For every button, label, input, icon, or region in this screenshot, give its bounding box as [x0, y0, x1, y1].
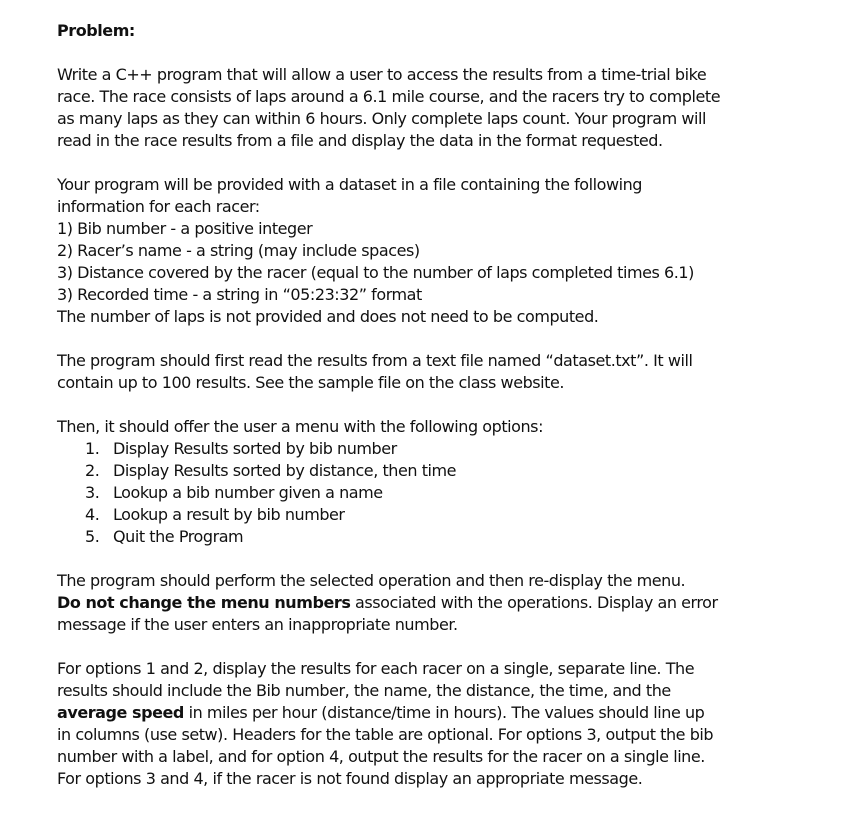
menu-item-number: 3.: [85, 483, 100, 502]
perform-line: message if the user enters an inappropriate number.: [57, 615, 458, 634]
menu-intro: Then, it should offer the user a menu with the following options:: [57, 417, 544, 436]
dataset-line: 3) Distance covered by the racer (equal to the number of laps completed times 6.1): [57, 263, 694, 282]
dataset-line: 1) Bib number - a positive integer: [57, 219, 313, 238]
menu-item-number: 1.: [85, 439, 100, 458]
intro-line: Write a C++ program that will allow a user to access the results from a time-trial bike: [57, 65, 707, 84]
menu-item-text: Lookup a result by bib number: [113, 505, 345, 524]
intro-paragraph: [57, 64, 824, 152]
options-line: For options 1 and 2, display the results for each racer on a single, separate line. The: [57, 659, 695, 678]
options-line: For options 3 and 4, if the racer is not found display an appropriate message.: [57, 769, 643, 788]
dataset-paragraph: [57, 174, 824, 328]
menu-item-text: Display Results sorted by bib number: [113, 439, 397, 458]
perform-line: [57, 592, 824, 614]
intro-line: race. The race consists of laps around a 6.1 mile course, and the racers try to complete: [57, 87, 721, 106]
perform-paragraph: [57, 570, 824, 636]
dataset-line: The number of laps is not provided and does not need to be computed.: [57, 307, 599, 326]
perform-line-rest: associated with the operations. Display an error: [350, 593, 718, 612]
menu-item: [57, 438, 824, 460]
dataset-line: Your program will be provided with a dataset in a file containing the following: [57, 175, 643, 194]
options-line-rest: in miles per hour (distance/time in hours). The values should line up: [183, 703, 705, 722]
dataset-line: information for each racer:: [57, 197, 260, 216]
options-line: number with a label, and for option 4, output the results for the racer on a single line.: [57, 747, 705, 766]
options-line: in columns (use setw). Headers for the table are optional. For options 3, output the bib: [57, 725, 714, 744]
menu-item-text: Display Results sorted by distance, then time: [113, 461, 457, 480]
menu-numbers-emphasis: Do not change the menu numbers: [57, 593, 351, 612]
menu-item-number: 4.: [85, 505, 100, 524]
read-paragraph: [57, 350, 824, 394]
problem-heading: Problem:: [57, 21, 135, 40]
menu-item: [57, 526, 824, 548]
menu-paragraph: [57, 416, 824, 548]
intro-line: read in the race results from a file and display the data in the format requested.: [57, 131, 663, 150]
read-line: contain up to 100 results. See the sample file on the class website.: [57, 373, 565, 392]
menu-item: [57, 460, 824, 482]
perform-line: The program should perform the selected operation and then re-display the menu.: [57, 571, 686, 590]
dataset-line: 3) Recorded time - a string in “05:23:32” format: [57, 285, 422, 304]
intro-line: as many laps as they can within 6 hours. Only complete laps count. Your program will: [57, 109, 706, 128]
menu-item-text: Lookup a bib number given a name: [113, 483, 383, 502]
options-paragraph: [57, 658, 824, 790]
average-speed-emphasis: average speed: [57, 703, 184, 722]
menu-item-number: 5.: [85, 527, 100, 546]
options-line: [57, 702, 824, 724]
read-line: The program should first read the results from a text file named “dataset.txt”. It will: [57, 351, 693, 370]
dataset-line: 2) Racer’s name - a string (may include spaces): [57, 241, 420, 260]
menu-item: [57, 482, 824, 504]
menu-item-number: 2.: [85, 461, 100, 480]
menu-item: [57, 504, 824, 526]
menu-item-text: Quit the Program: [113, 527, 244, 546]
options-line: results should include the Bib number, the name, the distance, the time, and the: [57, 681, 671, 700]
